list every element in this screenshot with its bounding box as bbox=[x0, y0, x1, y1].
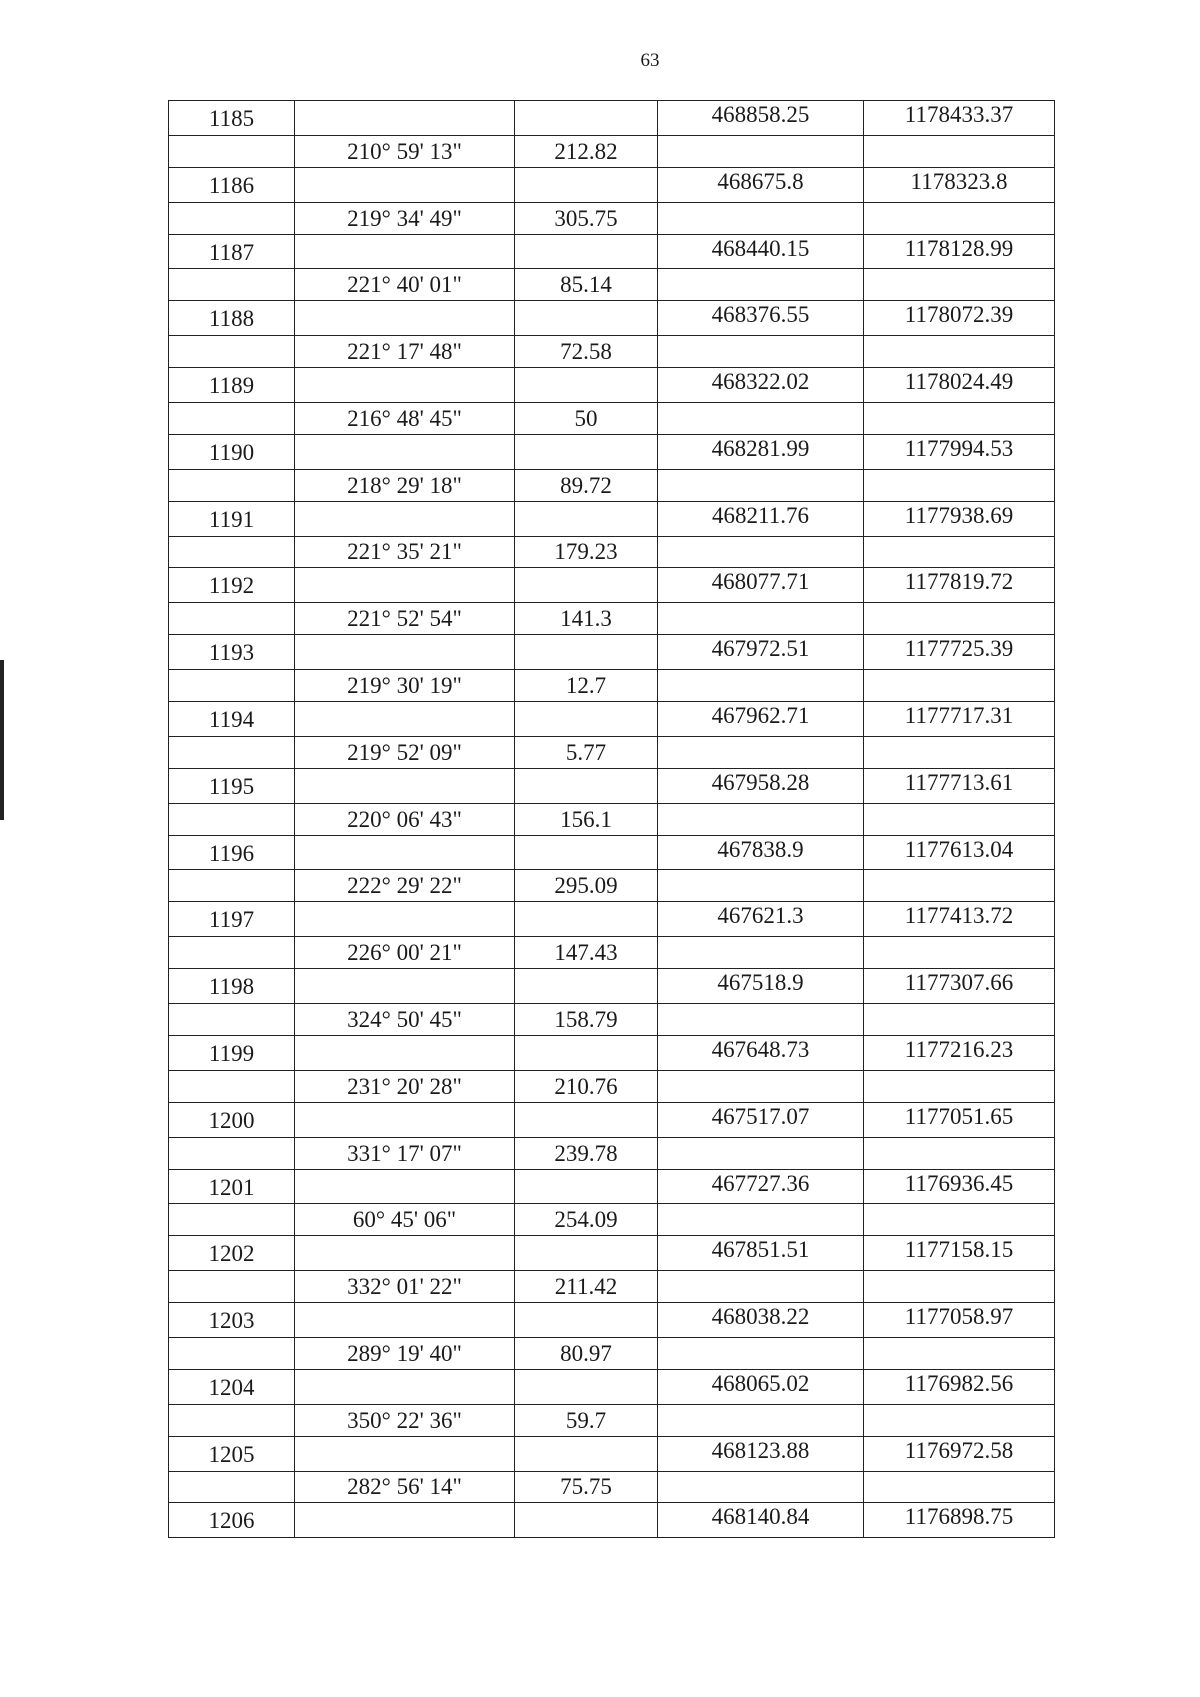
station-cell bbox=[169, 937, 295, 969]
easting-cell bbox=[864, 1337, 1055, 1369]
bearing-cell: 221° 17' 48" bbox=[295, 336, 515, 368]
bearing-cell: 218° 29' 18" bbox=[295, 469, 515, 501]
station-cell: 1191 bbox=[169, 501, 295, 536]
distance-cell bbox=[515, 835, 658, 870]
station-cell: 1192 bbox=[169, 568, 295, 603]
bearing-cell bbox=[295, 835, 515, 870]
station-row bbox=[169, 768, 1055, 803]
station-cell: 1198 bbox=[169, 969, 295, 1004]
station-cell bbox=[169, 670, 295, 702]
station-cell: 1190 bbox=[169, 434, 295, 469]
bearing-cell bbox=[295, 702, 515, 737]
northing-cell: 468140.84 bbox=[658, 1503, 864, 1538]
station-cell bbox=[169, 803, 295, 835]
easting-cell: 1176982.56 bbox=[864, 1369, 1055, 1404]
page-number: 63 bbox=[640, 50, 660, 71]
station-cell: 1197 bbox=[169, 902, 295, 937]
easting-cell bbox=[864, 1471, 1055, 1503]
northing-cell: 467518.9 bbox=[658, 969, 864, 1004]
northing-cell: 468281.99 bbox=[658, 434, 864, 469]
station-row bbox=[169, 1236, 1055, 1271]
distance-cell: 212.82 bbox=[515, 135, 658, 167]
station-cell bbox=[169, 1271, 295, 1303]
easting-cell bbox=[864, 1204, 1055, 1236]
northing-cell bbox=[658, 202, 864, 234]
station-row bbox=[169, 702, 1055, 737]
distance-cell: 156.1 bbox=[515, 803, 658, 835]
easting-cell: 1177819.72 bbox=[864, 568, 1055, 603]
northing-cell: 467838.9 bbox=[658, 835, 864, 870]
distance-cell: 72.58 bbox=[515, 336, 658, 368]
distance-cell bbox=[515, 501, 658, 536]
easting-cell: 1176936.45 bbox=[864, 1169, 1055, 1204]
station-cell: 1201 bbox=[169, 1169, 295, 1204]
easting-cell: 1178024.49 bbox=[864, 368, 1055, 403]
easting-cell bbox=[864, 1004, 1055, 1036]
northing-cell: 468077.71 bbox=[658, 568, 864, 603]
station-cell bbox=[169, 1137, 295, 1169]
distance-cell: 59.7 bbox=[515, 1404, 658, 1436]
station-cell: 1194 bbox=[169, 702, 295, 737]
easting-cell bbox=[864, 603, 1055, 635]
easting-cell: 1178323.8 bbox=[864, 167, 1055, 202]
bearing-cell bbox=[295, 101, 515, 136]
northing-cell bbox=[658, 1404, 864, 1436]
bearing-cell bbox=[295, 1369, 515, 1404]
easting-cell bbox=[864, 736, 1055, 768]
bearing-cell: 324° 50' 45" bbox=[295, 1004, 515, 1036]
bearing-cell bbox=[295, 1236, 515, 1271]
distance-cell bbox=[515, 1503, 658, 1538]
bearing-cell bbox=[295, 1102, 515, 1137]
northing-cell bbox=[658, 1137, 864, 1169]
easting-cell: 1177158.15 bbox=[864, 1236, 1055, 1271]
northing-cell: 468675.8 bbox=[658, 167, 864, 202]
easting-cell bbox=[864, 403, 1055, 435]
easting-cell: 1177938.69 bbox=[864, 501, 1055, 536]
distance-cell bbox=[515, 902, 658, 937]
distance-cell bbox=[515, 1169, 658, 1204]
leg-row bbox=[169, 403, 1055, 435]
bearing-cell: 221° 52' 54" bbox=[295, 603, 515, 635]
station-cell bbox=[169, 736, 295, 768]
distance-cell bbox=[515, 234, 658, 269]
distance-cell: 254.09 bbox=[515, 1204, 658, 1236]
leg-row bbox=[169, 336, 1055, 368]
easting-cell bbox=[864, 1404, 1055, 1436]
distance-cell: 12.7 bbox=[515, 670, 658, 702]
northing-cell bbox=[658, 269, 864, 301]
distance-cell bbox=[515, 434, 658, 469]
station-cell bbox=[169, 1337, 295, 1369]
leg-row bbox=[169, 1137, 1055, 1169]
station-cell: 1196 bbox=[169, 835, 295, 870]
easting-cell bbox=[864, 670, 1055, 702]
leg-row bbox=[169, 1070, 1055, 1102]
bearing-cell bbox=[295, 1169, 515, 1204]
leg-row bbox=[169, 736, 1055, 768]
bearing-cell: 220° 06' 43" bbox=[295, 803, 515, 835]
easting-cell: 1177413.72 bbox=[864, 902, 1055, 937]
northing-cell: 468376.55 bbox=[658, 301, 864, 336]
easting-cell bbox=[864, 870, 1055, 902]
northing-cell bbox=[658, 1337, 864, 1369]
northing-cell bbox=[658, 1204, 864, 1236]
distance-cell bbox=[515, 969, 658, 1004]
northing-cell bbox=[658, 736, 864, 768]
station-row bbox=[169, 167, 1055, 202]
easting-cell bbox=[864, 1271, 1055, 1303]
northing-cell: 467727.36 bbox=[658, 1169, 864, 1204]
northing-cell bbox=[658, 403, 864, 435]
bearing-cell: 219° 34' 49" bbox=[295, 202, 515, 234]
station-cell bbox=[169, 202, 295, 234]
distance-cell: 305.75 bbox=[515, 202, 658, 234]
bearing-cell bbox=[295, 1035, 515, 1070]
easting-cell bbox=[864, 469, 1055, 501]
northing-cell: 467517.07 bbox=[658, 1102, 864, 1137]
leg-row bbox=[169, 1337, 1055, 1369]
distance-cell bbox=[515, 568, 658, 603]
station-cell bbox=[169, 1004, 295, 1036]
scan-edge-mark bbox=[0, 660, 4, 820]
bearing-cell bbox=[295, 234, 515, 269]
station-row bbox=[169, 835, 1055, 870]
station-row bbox=[169, 368, 1055, 403]
easting-cell: 1177058.97 bbox=[864, 1303, 1055, 1338]
bearing-cell: 221° 35' 21" bbox=[295, 536, 515, 568]
station-cell bbox=[169, 336, 295, 368]
station-row bbox=[169, 635, 1055, 670]
northing-cell bbox=[658, 670, 864, 702]
bearing-cell: 226° 00' 21" bbox=[295, 937, 515, 969]
distance-cell bbox=[515, 1102, 658, 1137]
distance-cell: 75.75 bbox=[515, 1471, 658, 1503]
bearing-cell bbox=[295, 301, 515, 336]
leg-row bbox=[169, 1404, 1055, 1436]
station-cell bbox=[169, 1471, 295, 1503]
station-row bbox=[169, 1035, 1055, 1070]
easting-cell: 1177307.66 bbox=[864, 969, 1055, 1004]
easting-cell bbox=[864, 202, 1055, 234]
station-cell bbox=[169, 603, 295, 635]
distance-cell bbox=[515, 1236, 658, 1271]
distance-cell bbox=[515, 1035, 658, 1070]
distance-cell: 210.76 bbox=[515, 1070, 658, 1102]
easting-cell: 1178072.39 bbox=[864, 301, 1055, 336]
leg-row bbox=[169, 670, 1055, 702]
bearing-cell: 350° 22' 36" bbox=[295, 1404, 515, 1436]
station-row bbox=[169, 501, 1055, 536]
leg-row bbox=[169, 269, 1055, 301]
station-cell bbox=[169, 1204, 295, 1236]
easting-cell: 1176898.75 bbox=[864, 1503, 1055, 1538]
leg-row bbox=[169, 536, 1055, 568]
station-row bbox=[169, 234, 1055, 269]
distance-cell: 147.43 bbox=[515, 937, 658, 969]
station-row bbox=[169, 568, 1055, 603]
northing-cell: 467648.73 bbox=[658, 1035, 864, 1070]
station-cell bbox=[169, 870, 295, 902]
northing-cell bbox=[658, 937, 864, 969]
easting-cell bbox=[864, 135, 1055, 167]
easting-cell: 1177717.31 bbox=[864, 702, 1055, 737]
station-cell: 1188 bbox=[169, 301, 295, 336]
easting-cell bbox=[864, 1070, 1055, 1102]
station-cell: 1202 bbox=[169, 1236, 295, 1271]
station-cell bbox=[169, 135, 295, 167]
northing-cell bbox=[658, 469, 864, 501]
station-cell: 1193 bbox=[169, 635, 295, 670]
leg-row bbox=[169, 469, 1055, 501]
easting-cell: 1177713.61 bbox=[864, 768, 1055, 803]
station-cell: 1185 bbox=[169, 101, 295, 136]
station-cell bbox=[169, 1070, 295, 1102]
station-cell: 1186 bbox=[169, 167, 295, 202]
distance-cell: 295.09 bbox=[515, 870, 658, 902]
station-row bbox=[169, 1303, 1055, 1338]
distance-cell bbox=[515, 101, 658, 136]
easting-cell: 1178433.37 bbox=[864, 101, 1055, 136]
bearing-cell bbox=[295, 1503, 515, 1538]
bearing-cell: 219° 52' 09" bbox=[295, 736, 515, 768]
leg-row bbox=[169, 803, 1055, 835]
leg-row bbox=[169, 1204, 1055, 1236]
bearing-cell bbox=[295, 1303, 515, 1338]
easting-cell: 1177994.53 bbox=[864, 434, 1055, 469]
distance-cell: 50 bbox=[515, 403, 658, 435]
station-row bbox=[169, 101, 1055, 136]
northing-cell: 468322.02 bbox=[658, 368, 864, 403]
distance-cell bbox=[515, 368, 658, 403]
leg-row bbox=[169, 603, 1055, 635]
bearing-cell: 219° 30' 19" bbox=[295, 670, 515, 702]
distance-cell: 5.77 bbox=[515, 736, 658, 768]
bearing-cell bbox=[295, 902, 515, 937]
easting-cell: 1176972.58 bbox=[864, 1436, 1055, 1471]
northing-cell: 468858.25 bbox=[658, 101, 864, 136]
station-row bbox=[169, 902, 1055, 937]
distance-cell: 179.23 bbox=[515, 536, 658, 568]
distance-cell bbox=[515, 635, 658, 670]
station-row bbox=[169, 1436, 1055, 1471]
distance-cell bbox=[515, 702, 658, 737]
leg-row bbox=[169, 870, 1055, 902]
survey-coordinates-table bbox=[168, 100, 1055, 1538]
distance-cell: 211.42 bbox=[515, 1271, 658, 1303]
northing-cell: 468038.22 bbox=[658, 1303, 864, 1338]
northing-cell bbox=[658, 1004, 864, 1036]
northing-cell bbox=[658, 803, 864, 835]
northing-cell: 468123.88 bbox=[658, 1436, 864, 1471]
leg-row bbox=[169, 1004, 1055, 1036]
distance-cell: 239.78 bbox=[515, 1137, 658, 1169]
northing-cell bbox=[658, 1271, 864, 1303]
easting-cell bbox=[864, 336, 1055, 368]
station-row bbox=[169, 1169, 1055, 1204]
station-cell bbox=[169, 469, 295, 501]
station-cell bbox=[169, 536, 295, 568]
northing-cell bbox=[658, 536, 864, 568]
distance-cell: 85.14 bbox=[515, 269, 658, 301]
distance-cell: 89.72 bbox=[515, 469, 658, 501]
northing-cell: 468440.15 bbox=[658, 234, 864, 269]
distance-cell: 80.97 bbox=[515, 1337, 658, 1369]
easting-cell bbox=[864, 1137, 1055, 1169]
station-row bbox=[169, 301, 1055, 336]
bearing-cell bbox=[295, 167, 515, 202]
station-cell: 1205 bbox=[169, 1436, 295, 1471]
easting-cell: 1177725.39 bbox=[864, 635, 1055, 670]
station-cell: 1187 bbox=[169, 234, 295, 269]
bearing-cell bbox=[295, 1436, 515, 1471]
bearing-cell bbox=[295, 568, 515, 603]
easting-cell bbox=[864, 269, 1055, 301]
bearing-cell: 216° 48' 45" bbox=[295, 403, 515, 435]
bearing-cell: 210° 59' 13" bbox=[295, 135, 515, 167]
bearing-cell: 331° 17' 07" bbox=[295, 1137, 515, 1169]
distance-cell: 158.79 bbox=[515, 1004, 658, 1036]
bearing-cell: 221° 40' 01" bbox=[295, 269, 515, 301]
easting-cell: 1178128.99 bbox=[864, 234, 1055, 269]
bearing-cell bbox=[295, 501, 515, 536]
easting-cell: 1177613.04 bbox=[864, 835, 1055, 870]
northing-cell: 467962.71 bbox=[658, 702, 864, 737]
station-row bbox=[169, 1369, 1055, 1404]
leg-row bbox=[169, 135, 1055, 167]
station-cell bbox=[169, 269, 295, 301]
bearing-cell: 332° 01' 22" bbox=[295, 1271, 515, 1303]
easting-cell bbox=[864, 536, 1055, 568]
leg-row bbox=[169, 1471, 1055, 1503]
bearing-cell: 282° 56' 14" bbox=[295, 1471, 515, 1503]
leg-row bbox=[169, 202, 1055, 234]
station-row bbox=[169, 1102, 1055, 1137]
distance-cell bbox=[515, 1303, 658, 1338]
northing-cell bbox=[658, 603, 864, 635]
northing-cell: 467621.3 bbox=[658, 902, 864, 937]
easting-cell bbox=[864, 803, 1055, 835]
bearing-cell bbox=[295, 635, 515, 670]
northing-cell bbox=[658, 336, 864, 368]
northing-cell: 467972.51 bbox=[658, 635, 864, 670]
station-cell: 1206 bbox=[169, 1503, 295, 1538]
distance-cell bbox=[515, 768, 658, 803]
northing-cell bbox=[658, 1070, 864, 1102]
northing-cell: 468065.02 bbox=[658, 1369, 864, 1404]
bearing-cell: 60° 45' 06" bbox=[295, 1204, 515, 1236]
bearing-cell bbox=[295, 768, 515, 803]
leg-row bbox=[169, 1271, 1055, 1303]
station-cell: 1199 bbox=[169, 1035, 295, 1070]
northing-cell bbox=[658, 1471, 864, 1503]
easting-cell: 1177216.23 bbox=[864, 1035, 1055, 1070]
easting-cell bbox=[864, 937, 1055, 969]
distance-cell bbox=[515, 1369, 658, 1404]
station-row bbox=[169, 1503, 1055, 1538]
station-cell: 1200 bbox=[169, 1102, 295, 1137]
distance-cell bbox=[515, 167, 658, 202]
station-cell: 1203 bbox=[169, 1303, 295, 1338]
station-row bbox=[169, 969, 1055, 1004]
northing-cell: 467851.51 bbox=[658, 1236, 864, 1271]
bearing-cell: 222° 29' 22" bbox=[295, 870, 515, 902]
station-cell: 1195 bbox=[169, 768, 295, 803]
distance-cell bbox=[515, 1436, 658, 1471]
station-row bbox=[169, 434, 1055, 469]
northing-cell bbox=[658, 870, 864, 902]
northing-cell: 467958.28 bbox=[658, 768, 864, 803]
station-cell bbox=[169, 403, 295, 435]
leg-row bbox=[169, 937, 1055, 969]
distance-cell: 141.3 bbox=[515, 603, 658, 635]
bearing-cell bbox=[295, 368, 515, 403]
bearing-cell bbox=[295, 434, 515, 469]
station-cell: 1189 bbox=[169, 368, 295, 403]
bearing-cell: 231° 20' 28" bbox=[295, 1070, 515, 1102]
table-body bbox=[169, 101, 1055, 1538]
distance-cell bbox=[515, 301, 658, 336]
northing-cell: 468211.76 bbox=[658, 501, 864, 536]
bearing-cell: 289° 19' 40" bbox=[295, 1337, 515, 1369]
bearing-cell bbox=[295, 969, 515, 1004]
northing-cell bbox=[658, 135, 864, 167]
station-cell: 1204 bbox=[169, 1369, 295, 1404]
easting-cell: 1177051.65 bbox=[864, 1102, 1055, 1137]
station-cell bbox=[169, 1404, 295, 1436]
